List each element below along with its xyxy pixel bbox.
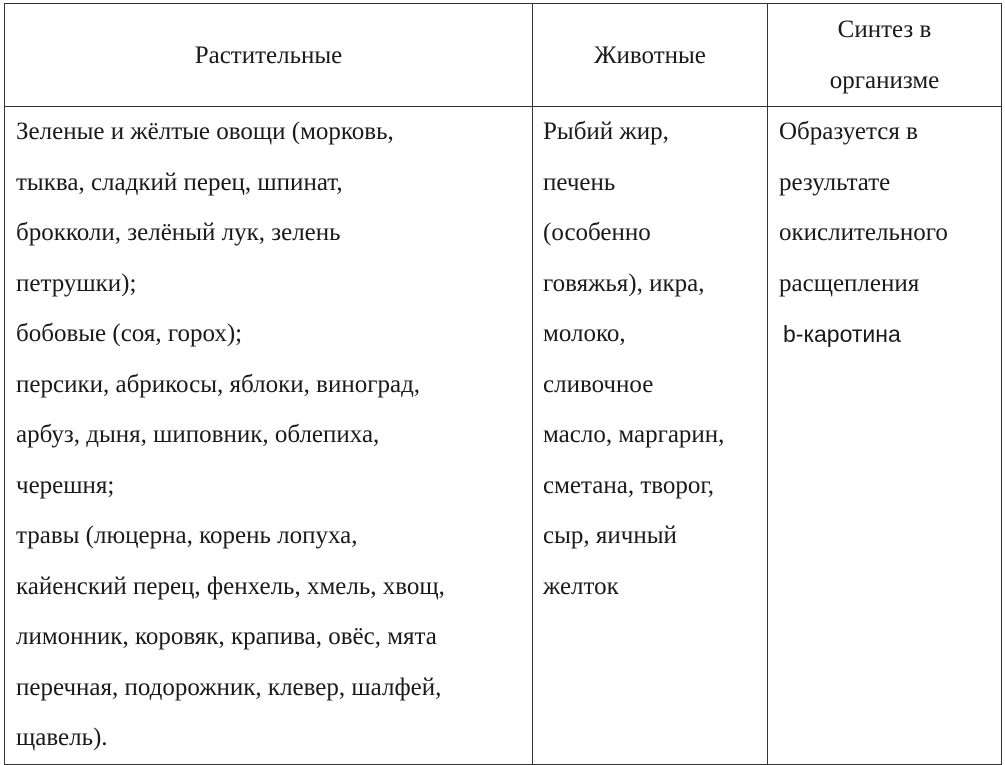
body-row: [5, 107, 1002, 765]
cell-text-line: петрушки);: [16, 269, 137, 297]
header-plant: Растительные: [5, 4, 533, 107]
cell-text-line: персики, абрикосы, яблоки, виноград,: [16, 370, 421, 398]
cell-animal: [533, 107, 768, 765]
cell-text-line: щавель).: [16, 724, 108, 751]
cell-text-line: арбуз, дыня, шиповник, облепиха,: [16, 421, 380, 448]
cell-text-line: сыр, яичный: [543, 522, 677, 549]
cell-text-line: Зеленые и жёлтые овощи (морковь,: [16, 118, 394, 145]
header-row: [5, 4, 1002, 107]
cell-text-line: сливочное: [543, 370, 654, 398]
header-animal: Животные: [533, 4, 768, 107]
header-synthesis-line: организме: [829, 67, 940, 94]
cell-text-line: кайенский перец, фенхель, хмель, хвощ,: [16, 572, 445, 600]
cell-text-line: говяжья), икра,: [543, 269, 705, 297]
header-synthesis-line: Синтез в: [837, 16, 932, 43]
cell-text-line: лимонник, коровяк, крапива, овёс, мята: [16, 623, 437, 650]
cell-text-line: Образуется в: [779, 118, 918, 145]
cell-text-line: (особенно: [543, 219, 651, 246]
cell-text-line: масло, маргарин,: [543, 421, 725, 448]
cell-text-line: травы (люцерна, корень лопуха,: [16, 522, 358, 549]
cell-text-line: печень: [543, 168, 616, 196]
cell-text-line: тыква, сладкий перец, шпинат,: [16, 168, 343, 196]
cell-synthesis: [768, 107, 1002, 765]
cell-text-line: черешня;: [16, 471, 115, 499]
sources-table: [4, 3, 1002, 765]
cell-text-line: молоко,: [543, 320, 626, 347]
cell-text-line: Рыбий жир,: [543, 118, 669, 145]
cell-text-line: сметана, творог,: [543, 471, 715, 499]
cell-plant: [5, 107, 533, 765]
cell-text-line: окислительного: [779, 219, 948, 246]
cell-text-line: бобовые (соя, горох);: [16, 320, 243, 347]
cell-text-line: расщепления: [779, 269, 920, 297]
cell-text-line: желток: [543, 572, 619, 600]
cell-text-line: b-каротина: [783, 321, 901, 347]
cell-text-line: брокколи, зелёный лук, зелень: [16, 219, 341, 246]
cell-text-line: перечная, подорожник, клевер, шалфей,: [16, 673, 442, 701]
cell-text-line: результате: [779, 168, 891, 196]
header-synthesis: [768, 4, 1002, 107]
